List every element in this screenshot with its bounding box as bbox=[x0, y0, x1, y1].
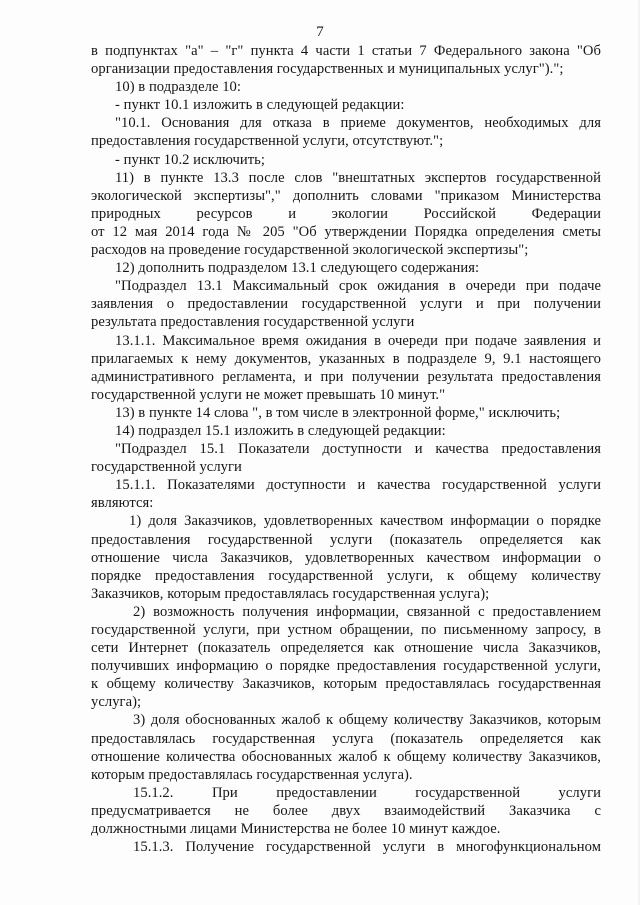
text-line: сети Интернет (показатель определяется как отношение числа Заказчиков, bbox=[91, 640, 601, 657]
text-line: административного регламента, и при получении результата предоставления bbox=[91, 368, 601, 385]
text-line: 15.1.3. Получение государственной услуги в многофункциональном bbox=[133, 839, 601, 856]
text-line: 12) дополнить подразделом 13.1 следующего содержания: bbox=[115, 260, 480, 277]
text-line: 13) в пункте 14 слова ", в том числе в электронной форме," исключить; bbox=[115, 404, 561, 421]
text-line: "10.1. Основания для отказа в приеме документов, необходимых для bbox=[115, 115, 601, 132]
text-line: Заказчиков, которым предоставлялась государственная услуга); bbox=[91, 585, 490, 602]
text-line: государственной услуги, при устном обращении, по письменному запросу, в bbox=[91, 622, 601, 638]
text-line: - пункт 10.1 изложить в следующей редакции: bbox=[115, 97, 405, 114]
document-body bbox=[91, 42, 601, 856]
text-line: экологической экспертизы"," дополнить словами "приказом Министерства bbox=[91, 187, 601, 204]
text-line: отношение числа Заказчиков, удовлетворенных качеством информации о bbox=[91, 549, 601, 566]
text-line: являются: bbox=[91, 495, 154, 512]
text-line: предоставления государственной услуги, отсутствуют."; bbox=[91, 133, 444, 150]
text-line: результата предоставления государственной услуги bbox=[91, 314, 415, 331]
text-line: должностными лицами Министерства не более 10 минут каждое. bbox=[91, 821, 501, 838]
text-line: - пункт 10.2 исключить; bbox=[115, 151, 265, 168]
text-line: отношение количества обоснованных жалоб к общему количеству Заказчиков, bbox=[91, 748, 601, 765]
text-line: которым предоставлялась государственная услуга). bbox=[91, 766, 413, 783]
text-line: получивших информацию о порядке предоставления государственной услуги, bbox=[91, 658, 601, 675]
text-line: 15.1.1. Показателями доступности и качества государственной услуги bbox=[115, 477, 601, 494]
text-line: заявления о предоставлении государственной услуги и при получении bbox=[91, 296, 601, 313]
text-line: "Подраздел 13.1 Максимальный срок ожидания в очереди при подаче bbox=[115, 278, 601, 295]
text-line: расходов на проведение государственной экологической экспертизы"; bbox=[91, 242, 529, 259]
text-line: предусматривается не более двух взаимодействий Заказчика с bbox=[91, 802, 601, 819]
text-line: 3) доля обоснованных жалоб к общему количеству Заказчиков, которым bbox=[133, 712, 601, 729]
text-line: природных ресурсов и экологии Российской Федерации bbox=[91, 205, 601, 222]
text-line: государственной услуги не может превышать 10 минут." bbox=[91, 386, 446, 403]
text-line: к общему количеству Заказчиков, которым предоставлялась государственная bbox=[91, 676, 601, 693]
text-line: от 12 мая 2014 года № 205 "Об утверждении Порядка определения сметы bbox=[91, 223, 601, 240]
text-line: 1) доля Заказчиков, удовлетворенных качеством информации о порядке bbox=[129, 513, 601, 530]
page-number: 7 bbox=[316, 24, 324, 40]
text-line: 2) возможность получения информации, связанной с предоставлением bbox=[133, 603, 601, 620]
text-line: 10) в подразделе 10: bbox=[115, 79, 241, 96]
text-line: 11) в пункте 13.3 после слов "внештатных экспертов государственной bbox=[115, 169, 601, 186]
text-line: прилагаемых к нему документов, указанных в подразделе 9, 9.1 настоящего bbox=[91, 350, 601, 367]
text-line: услуга); bbox=[91, 694, 142, 711]
text-line: 15.1.2. При предоставлении государственной услуги bbox=[133, 784, 601, 801]
text-line: 14) подраздел 15.1 изложить в следующей редакции: bbox=[115, 422, 446, 439]
text-line: в подпунктах "а" – "г" пункта 4 части 1 статьи 7 Федерального закона "Об bbox=[91, 43, 601, 59]
text-line: предоставления государственной услуги (показатель определяется как bbox=[91, 531, 601, 548]
text-line: 13.1.1. Максимальное время ожидания в очереди при подаче заявления и bbox=[115, 332, 601, 349]
text-line: "Подраздел 15.1 Показатели доступности и качества предоставления bbox=[115, 441, 601, 458]
text-line: государственной услуги bbox=[91, 459, 242, 476]
text-line: порядке предоставления государственной услуги, к общему количеству bbox=[91, 567, 601, 584]
text-line: организации предоставления государственных и муниципальных услуг")."; bbox=[91, 61, 564, 78]
text-line: предоставлялась государственная услуга (показатель определяется как bbox=[91, 730, 601, 747]
